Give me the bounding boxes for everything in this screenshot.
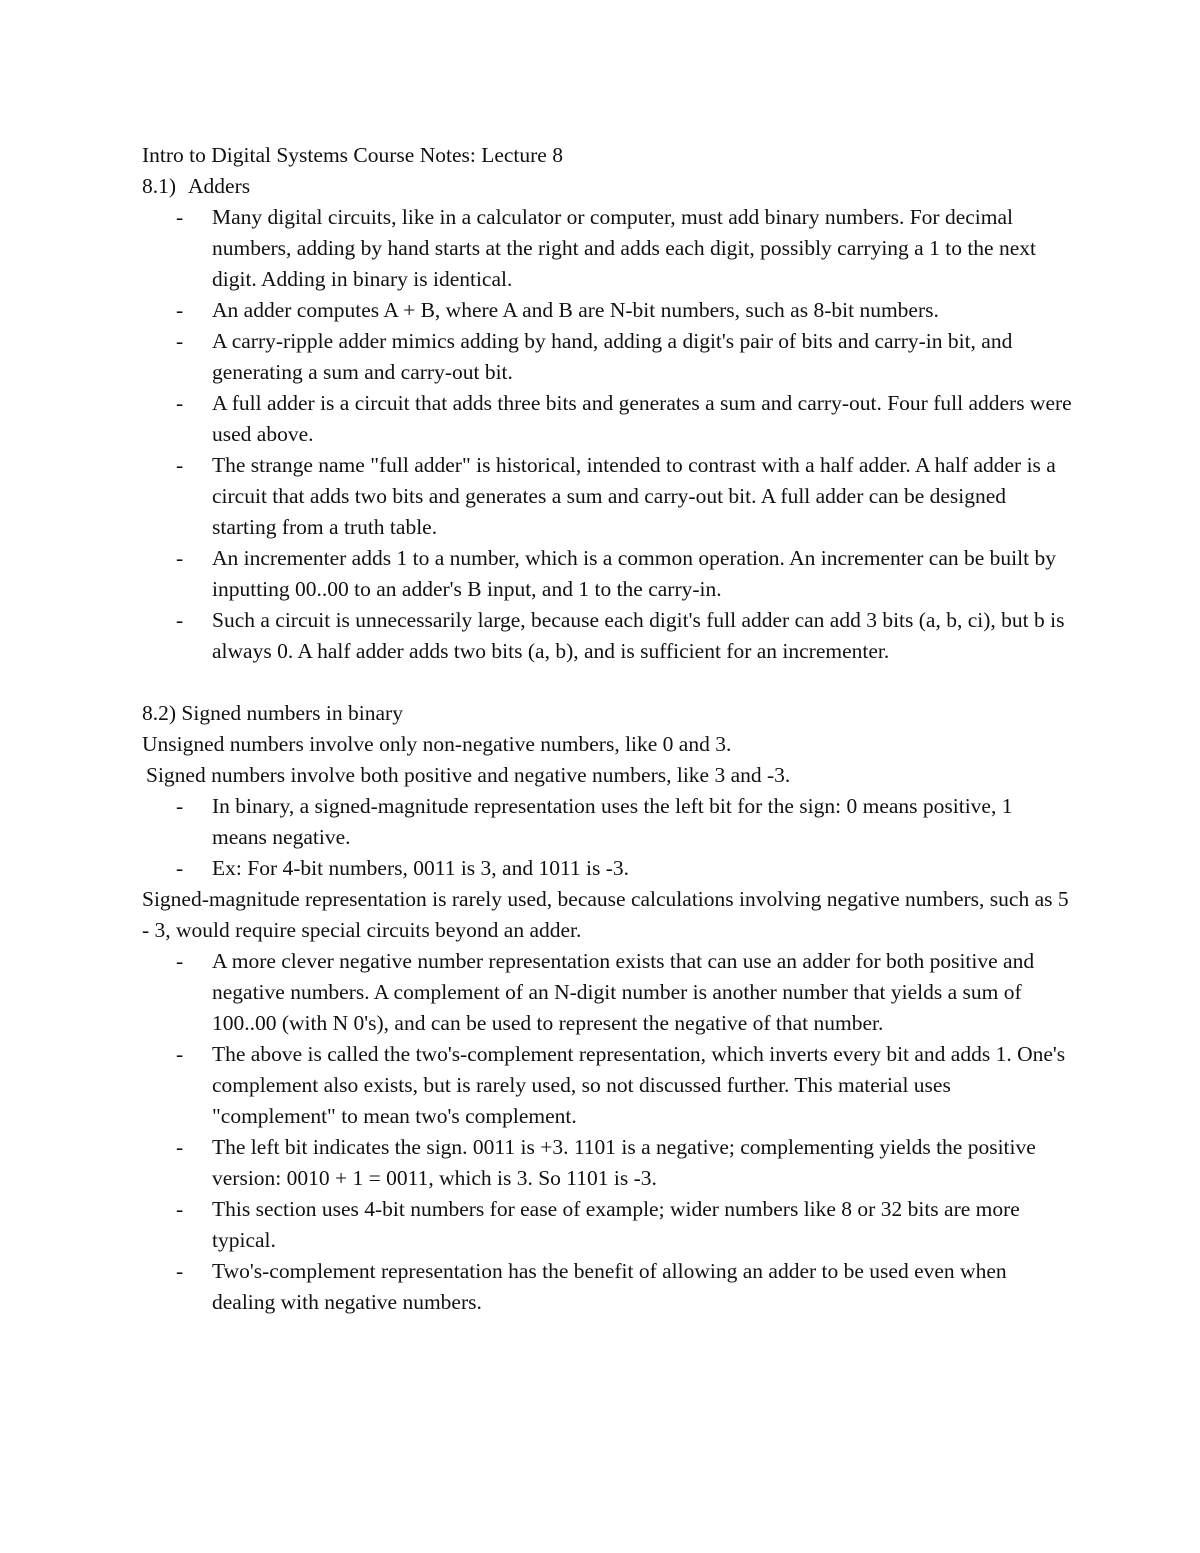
list-item-text: Ex: For 4-bit numbers, 0011 is 3, and 1011 is -3. [212,856,630,880]
list-item-text: A more clever negative number representation exists that can use an adder for both positive and negative numbers. A complement of an N-digit number is another number that yields a sum of 100..00 (with N 0's), and can be used to represent the negative of that number. [212,949,1035,1035]
paragraph-signed: Signed numbers involve both positive and negative numbers, like 3 and -3. [146,763,791,787]
list-item [142,388,1072,450]
bullet-dash: - [176,298,184,322]
bullet-dash: - [176,1042,184,1066]
list-item [142,326,1072,388]
list-item-text: The left bit indicates the sign. 0011 is +3. 1101 is a negative; complementing yields the positive version: 0010 + 1 = 0011, which is 3. So 1101 is -3. [212,1135,1036,1190]
paragraph-signed-magnitude-rare: Signed-magnitude representation is rarely used, because calculations involving negative numbers, such as 5 - 3, would require special circuits beyond an adder. [142,887,1069,942]
adders-bullet-list [142,202,1072,667]
list-item [142,1132,1072,1194]
list-item-text: An incrementer adds 1 to a number, which is a common operation. An incrementer can be built by inputting 00..00 to an adder's B input, and 1 to the carry-in. [212,546,1056,601]
list-item [142,946,1072,1039]
list-item [142,450,1072,543]
document-title: Intro to Digital Systems Course Notes: Lecture 8 [142,143,563,167]
list-item [142,853,1072,884]
bullet-dash: - [176,608,184,632]
list-item [142,1256,1072,1318]
bullet-dash: - [176,794,184,818]
list-item [142,1039,1072,1132]
bullet-dash: - [176,856,184,880]
bullet-dash: - [176,391,184,415]
list-item [142,202,1072,295]
list-item-text: An adder computes A + B, where A and B are N-bit numbers, such as 8-bit numbers. [212,298,939,322]
section-heading-text: Adders [188,174,251,198]
bullet-dash: - [176,1135,184,1159]
list-item-text: A full adder is a circuit that adds three bits and generates a sum and carry-out. Four full adders were used above. [212,391,1072,446]
bullet-dash: - [176,1259,184,1283]
section-number: 8.1) [142,174,177,198]
list-item-text: Two's-complement representation has the benefit of allowing an adder to be used even when dealing with negative numbers. [212,1259,1007,1314]
document-page [142,140,1072,1318]
section-heading-signed-numbers: 8.2) Signed numbers in binary [142,701,403,725]
section-heading-adders [142,171,1072,202]
list-item-text: Such a circuit is unnecessarily large, because each digit's full adder can add 3 bits (a, b, ci), but b is always 0. A half adder adds two bits (a, b), and is sufficient for an incrementer. [212,608,1065,663]
list-item-text: This section uses 4-bit numbers for ease of example; wider numbers like 8 or 32 bits are more typical. [212,1197,1020,1252]
list-item-text: A carry-ripple adder mimics adding by hand, adding a digit's pair of bits and carry-in bit, and generating a sum and carry-out bit. [212,329,1013,384]
bullet-dash: - [176,546,184,570]
paragraph-unsigned: Unsigned numbers involve only non-negative numbers, like 0 and 3. [142,732,732,756]
list-item-text: The above is called the two's-complement representation, which inverts every bit and adds 1. One's complement also exists, but is rarely used, so not discussed further. This material uses "complement" to mean two's complement. [212,1042,1066,1128]
list-item [142,1194,1072,1256]
blank-line [142,667,1072,698]
list-item [142,605,1072,667]
signed-magnitude-bullet-list [142,791,1072,884]
list-item-text: Many digital circuits, like in a calculator or computer, must add binary numbers. For decimal numbers, adding by hand starts at the right and adds each digit, possibly carrying a 1 to the next digit. Adding in binary is identical. [212,205,1036,291]
bullet-dash: - [176,1197,184,1221]
bullet-dash: - [176,949,184,973]
bullet-dash: - [176,205,184,229]
bullet-dash: - [176,453,184,477]
list-item-text: The strange name "full adder" is historical, intended to contrast with a half adder. A half adder is a circuit that adds two bits and generates a sum and carry-out bit. A full adder can be designed starting from a truth table. [212,453,1056,539]
list-item [142,543,1072,605]
list-item [142,295,1072,326]
list-item-text: In binary, a signed-magnitude representation uses the left bit for the sign: 0 means positive, 1 means negative. [212,794,1013,849]
bullet-dash: - [176,329,184,353]
twos-complement-bullet-list [142,946,1072,1318]
list-item [142,791,1072,853]
